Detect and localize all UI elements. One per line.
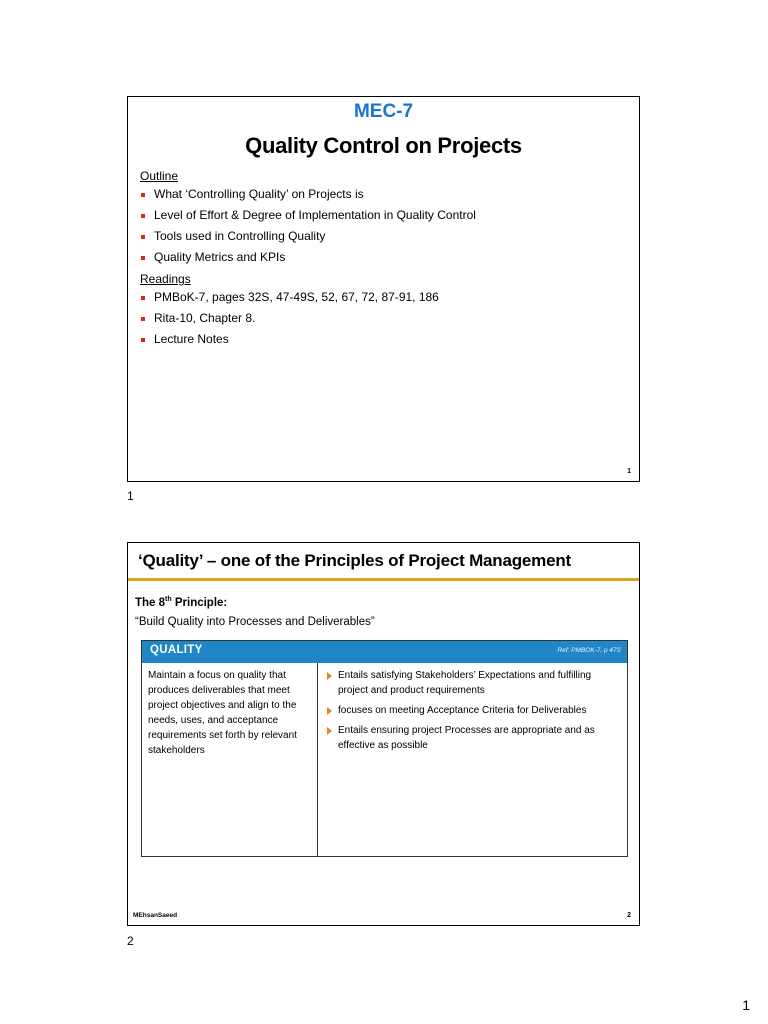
quality-box-title: QUALITY bbox=[150, 644, 203, 656]
triangle-bullet-icon bbox=[327, 672, 332, 680]
list-item: Rita-10, Chapter 8. bbox=[140, 311, 629, 326]
square-bullet-icon bbox=[141, 214, 145, 218]
principle-quote: “Build Quality into Processes and Deliverables” bbox=[135, 616, 375, 628]
outline-list bbox=[140, 187, 629, 265]
list-item: Entails ensuring project Processes are appropriate and as effective as possible bbox=[326, 723, 621, 753]
slide-title: Quality Control on Projects bbox=[245, 133, 522, 158]
square-bullet-icon bbox=[141, 296, 145, 300]
outline-heading: Outline bbox=[140, 169, 179, 183]
quality-box bbox=[141, 640, 628, 857]
triangle-bullet-icon bbox=[327, 707, 332, 715]
slide-body bbox=[140, 168, 629, 353]
reference-note: Ref: PMBOK-7, p 47S bbox=[557, 647, 621, 654]
square-bullet-icon bbox=[141, 256, 145, 260]
list-item: Lecture Notes bbox=[140, 332, 629, 347]
readings-heading: Readings bbox=[140, 272, 191, 286]
slide-page-number: 1 bbox=[627, 468, 631, 475]
list-item: Level of Effort & Degree of Implementation in Quality Control bbox=[140, 208, 629, 223]
slide-caption: 2 bbox=[127, 934, 134, 948]
square-bullet-icon bbox=[141, 317, 145, 321]
course-code: MEC-7 bbox=[353, 101, 414, 122]
list-item: Quality Metrics and KPIs bbox=[140, 250, 629, 265]
author-footer: MEhsanSaeed bbox=[133, 912, 178, 919]
list-item: PMBoK-7, pages 32S, 47-49S, 52, 67, 72, 87-91, 186 bbox=[140, 290, 629, 305]
quality-box-header bbox=[142, 641, 627, 663]
list-item: What ‘Controlling Quality’ on Projects is bbox=[140, 187, 629, 202]
quality-definition: Maintain a focus on quality that produces deliverables that meet project objectives and align to the needs, uses, and acceptance requirements set forth by relevant stakeholders bbox=[142, 663, 318, 856]
title-divider bbox=[128, 578, 639, 581]
principle-heading: The 8th Principle: bbox=[135, 596, 228, 609]
triangle-bullet-icon bbox=[327, 727, 332, 735]
slide-1 bbox=[127, 96, 640, 482]
list-item: Entails satisfying Stakeholders’ Expectations and fulfilling project and product requirements bbox=[326, 668, 621, 698]
slide-page-number: 2 bbox=[627, 912, 631, 919]
slide-title: ‘Quality’ – one of the Principles of Project Management bbox=[138, 551, 571, 570]
readings-list bbox=[140, 290, 629, 347]
list-item: focuses on meeting Acceptance Criteria for Deliverables bbox=[326, 703, 621, 718]
list-item: Tools used in Controlling Quality bbox=[140, 229, 629, 244]
square-bullet-icon bbox=[141, 338, 145, 342]
details-list bbox=[326, 668, 621, 753]
document-page-number: 1 bbox=[742, 997, 750, 1013]
square-bullet-icon bbox=[141, 235, 145, 239]
quality-details bbox=[318, 663, 627, 856]
square-bullet-icon bbox=[141, 193, 145, 197]
slide-2 bbox=[127, 542, 640, 926]
slide-caption: 1 bbox=[127, 489, 134, 503]
